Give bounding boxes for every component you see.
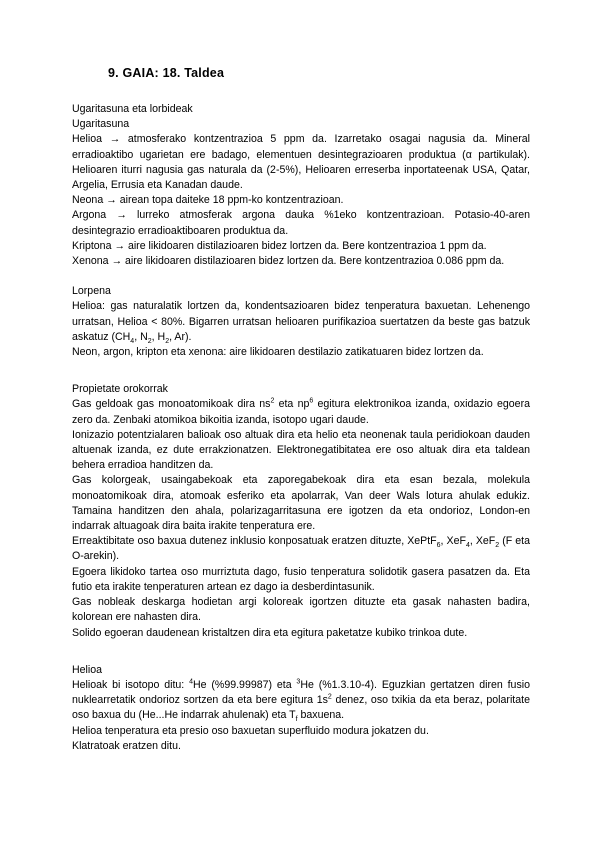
paragraph-argona: Argona → lurreko atmosferak argona dauka %1eko kontzentrazioan. Potasio-40-aren desintegrazio erradioaktiboaren produktua da. bbox=[72, 209, 530, 237]
section-propietate-orokorrak bbox=[72, 382, 530, 640]
section-lorpena bbox=[72, 284, 530, 360]
paragraph-superfluidoa: Helioa tenperatura eta presio oso baxuetan superfluido modura jokatzen du. bbox=[72, 724, 429, 737]
paragraph-egitura: Gas geldoak gas monoatomikoak dira $ns^2$ eta $np^6$ egitura elektronikoa izanda, oxidazio egoera zero da. Zenbaki atomikoa bikoitia izanda, isotopo ugari daude. bbox=[72, 397, 530, 426]
section-ugaritasuna bbox=[72, 102, 530, 269]
section-helioa bbox=[72, 663, 530, 754]
spacer bbox=[72, 360, 530, 382]
paragraph-egoera-likidoa: Egoera likidoko tartea oso murriztuta dago, fusio tenperatura solidotik gasera pasatzen da. Eta futio eta irakite tenperaturen artean ez dago ia desberdintasunik. bbox=[72, 565, 530, 593]
paragraph-neona: Neona → airean topa daiteke 18 ppm-ko kontzentrazioan. bbox=[72, 194, 344, 207]
paragraph-helioa: Helioa → atmosferako kontzentrazioa 5 ppm da. Izarretako osagai nagusia da. Mineral erradioaktibo ugarietan ere badago, elementuen desintegrazioaren produktua (α partikulak). Helioaren iturri nagusia gas naturala da (2-5%), Helioaren erreserba inportateenak USA, Qatar, Argelia, Errusia eta Kanadan daude. bbox=[72, 133, 530, 192]
paragraph-kriptona: Kriptona → aire likidoaren distilazioaren bidez lortzen da. Bere kontzentrazioa 1 ppm da. bbox=[72, 239, 487, 252]
paragraph-ionizazioa: Ionizazio potentzialaren balioak oso altuak dira eta helio eta neonenak taula peridiokoan dauden altuenak izanda, ez dute errakzionatzen. Elektronegatibitatea ere oso altuak dira eta taldean behera erradioa handitzen da. bbox=[72, 428, 530, 472]
paragraph-propietateak: Gas kolorgeak, usaingabekoak eta zaporegabekoak dira eta esan bezala, molekula monoatomikoak dira, atomoak esferiko eta apolarrak, Van deer Wals lotura ahulak edukiz. Tamaina handitzen den ahala, polarizagarritasuna ere igotzen da eta ondorioz, London-en indarrak altuagoak dira baita irakite tenperatura ere. bbox=[72, 474, 530, 533]
document-body bbox=[72, 102, 530, 754]
spacer bbox=[72, 641, 530, 663]
page-title: 9. GAIA: 18. Taldea bbox=[108, 66, 225, 80]
section-heading: Ugaritasuna eta lorbideak bbox=[72, 103, 193, 115]
section-heading: Lorpena bbox=[72, 285, 111, 298]
paragraph-helioa-lorpena: Helioa: gas naturalatik lortzen da, kondentsazioaren bidez tenperatura baxuetan. Lehenengo urratsan, Helioa < 80%. Bigarren urratsan helioaren purifikazioa suertatzen da beste gas batzuk askatuz ($CH_4$, $N_2$, $H_2$, Ar). bbox=[72, 300, 530, 345]
paragraph-erreaktibitatea: Erreaktibitate oso baxua dutenez inklusio konposatuak eratzen dituzte, XePtF$_6$, XeF$_4$, XeF$_2$ (F eta O-arekin). bbox=[72, 535, 530, 563]
paragraph-klatratoak: Klatratoak eratzen ditu. bbox=[72, 739, 181, 752]
paragraph-xenona: Xenona → aire likidoaren distilazioaren bidez lortzen da. Bere kontzentrazioa 0.086 ppm da. bbox=[72, 255, 505, 268]
paragraph-isotopoak: Helioak bi isotopo ditu: $^4$He (%99.99987) eta $^3$He (%1.3.10-4). Eguzkian gertatzen diren fusio nuklearretatik ondorioz sortzen da eta bere egitura $1s^2$ denez, oso txikia da eta beraz, polaritate oso baxua du (He...He indarrak ahulenak) eta $T_f$ baxuena. bbox=[72, 678, 530, 724]
paragraph-solidoa: Solido egoeran daudenean kristaltzen dira eta egitura paketatze kubiko trinkoa dute. bbox=[72, 626, 468, 639]
section-heading: Helioa bbox=[72, 663, 103, 676]
spacer bbox=[72, 269, 530, 284]
paragraph-deskarga: Gas nobleak deskarga hodietan argi koloreak igortzen dituzte eta gasak nahasten badira, kolorean ere nahasten dira. bbox=[72, 596, 530, 624]
section-heading: Propietate orokorrak bbox=[72, 383, 168, 396]
paragraph-gas-nobleak-lorpena: Neon, argon, kripton eta xenona: aire likidoaren destilazio zatikatuaren bidez lortzen da. bbox=[72, 346, 484, 359]
subsection-heading: Ugaritasuna bbox=[72, 118, 130, 131]
